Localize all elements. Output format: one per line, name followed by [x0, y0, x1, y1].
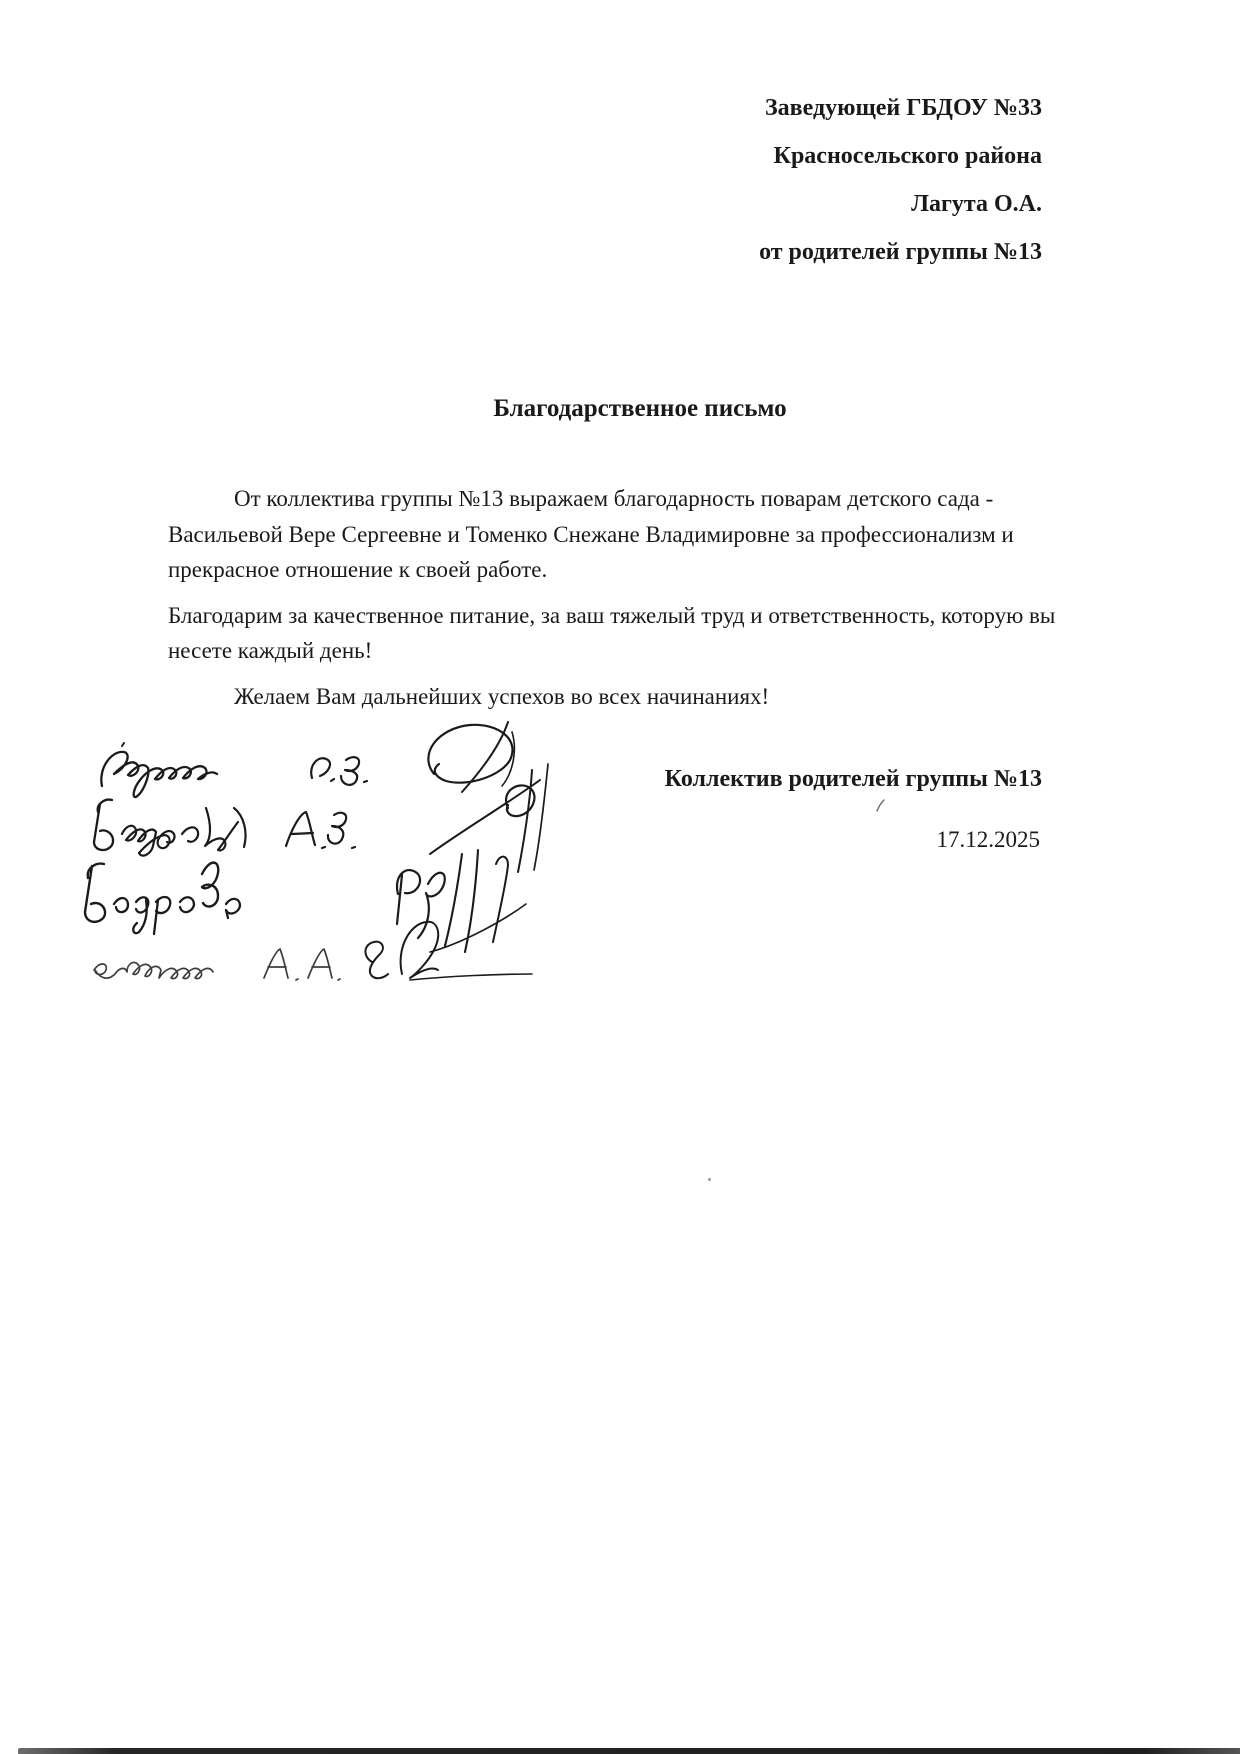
header-line-district: Красносельского района [773, 143, 1042, 169]
signature-flourish-2 [430, 764, 548, 872]
signoff-date: 17.12.2025 [936, 827, 1040, 852]
letter-title: Благодарственное письмо [493, 395, 787, 422]
letter-body [168, 481, 1058, 724]
signature-flourish-3 [397, 850, 526, 952]
signature-row-3-name [85, 863, 240, 934]
scan-speck [708, 1178, 711, 1181]
signature-row-2-initials [286, 812, 355, 848]
header-line-from: от родителей группы №13 [759, 239, 1042, 265]
signature-row-1-initials [311, 757, 367, 785]
signature-row-4-name [94, 949, 340, 980]
body-paragraph-3: Желаем Вам дальнейших успехов во всех начинаниях! [234, 683, 770, 709]
scanner-edge-artifact [18, 1748, 1240, 1754]
handwritten-signatures [78, 712, 570, 1014]
letter-header [759, 84, 1042, 276]
signature-flourish-1 [428, 722, 514, 792]
header-line-addressee-name: Лагута О.А. [911, 191, 1042, 217]
stray-pen-mark [874, 798, 888, 814]
signoff-collective: Коллектив родителей группы №13 [664, 766, 1042, 792]
body-paragraph-1: От коллектива группы №13 выражаем благодарность поварам детского сада - Васильевой Вере Сергеевне и Томенко Снежане Владимировне за профессионализм и прекрасное отношение к своей работе. [168, 486, 1014, 582]
body-paragraph-2: Благодарим за качественное питание, за ваш тяжелый труд и ответственность, которую вы несете каждый день! [168, 602, 1056, 663]
signature-row-1-name [101, 743, 217, 797]
signature-row-2-name [94, 800, 246, 856]
header-line-addressee: Заведующей ГБДОУ №33 [765, 95, 1042, 121]
